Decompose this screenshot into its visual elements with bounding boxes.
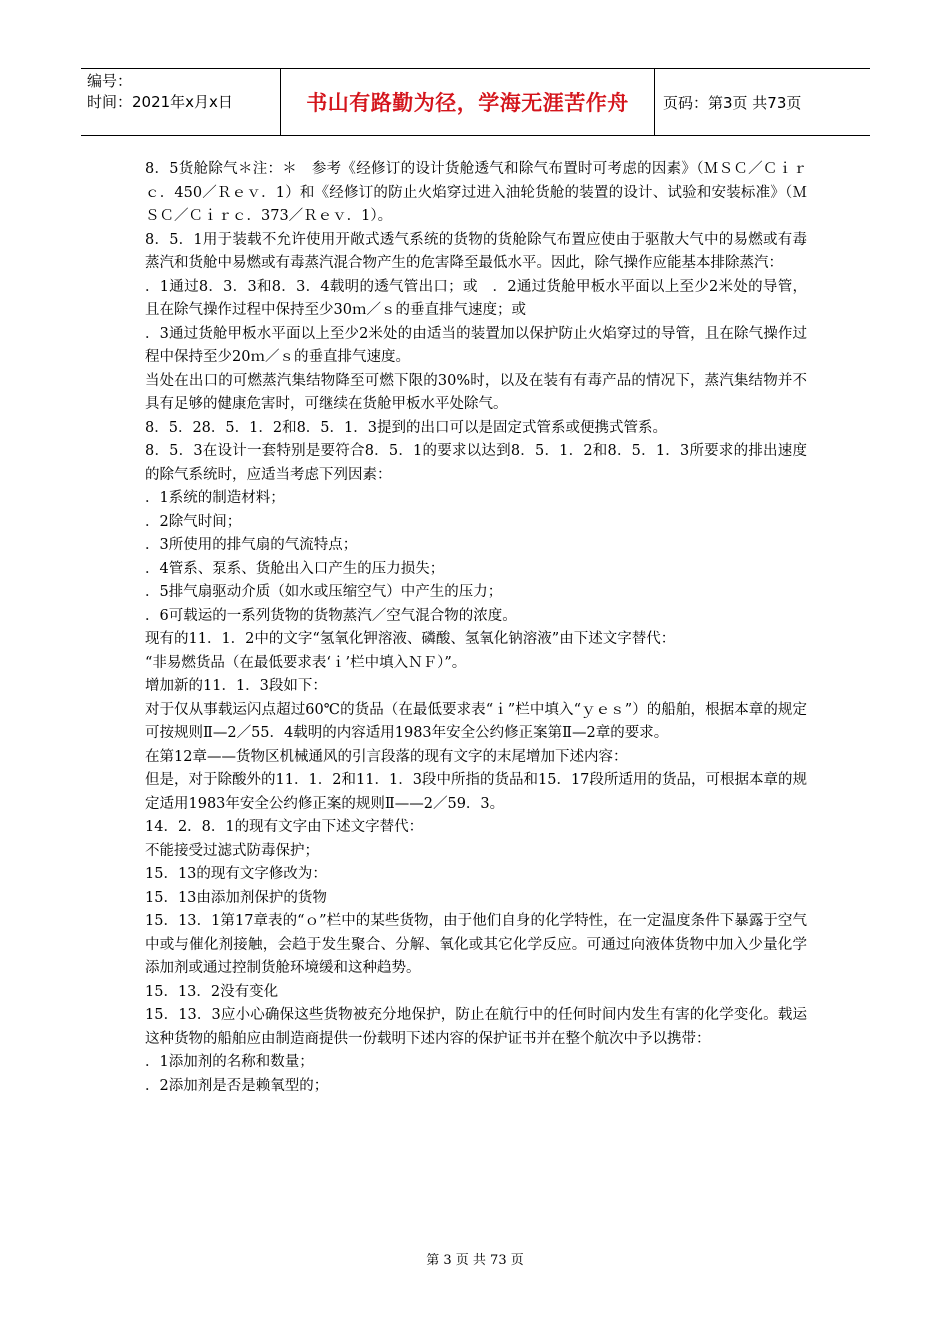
paragraph: 但是，对于除酸外的11．1．2和11．1．3段中所指的货品和15．17段所适用的货品，可根据本章的规定适用1983年安全公约修正案的规则Ⅱ——2／59．3。 [145, 772, 807, 812]
header-page-info [655, 69, 870, 135]
header-motto-cell [281, 69, 655, 135]
page-info-text: 页码：第3页 共73页 [663, 93, 802, 112]
paragraph: 15．13的现有文字修改为： [145, 866, 327, 882]
paragraph: 15．13由添加剂保护的货物 [145, 889, 327, 906]
paragraph: 增加新的11．1．3段如下： [145, 678, 327, 694]
paragraph: 现有的11．1．2中的文字“氢氧化钾溶液、磷酸、氢氧化钠溶液”由下述文字替代： [145, 631, 676, 647]
page-footer [0, 1249, 950, 1268]
paragraph: ．1系统的制造材料； [145, 490, 285, 506]
paragraph: 8．5．3在设计一套特别是要符合8．5．1的要求以达到8．5．1．2和8．5．1．3所要求的排出速度的除气系统时，应适当考虑下列因素： [145, 443, 807, 483]
paragraph: ．6可载运的一系列货物的货物蒸汽／空气混合物的浓度。 [145, 607, 517, 624]
paragraph: 14．2．8．1的现有文字由下述文字替代： [145, 819, 424, 835]
paragraph: 不能接受过滤式防毒保护； [145, 842, 319, 859]
header-meta [81, 69, 281, 135]
header-motto: 书山有路勤为径，学海无涯苦作舟 [306, 91, 629, 115]
paragraph: 15．13．2没有变化 [145, 983, 279, 1000]
paragraph: ．2除气时间； [145, 513, 242, 530]
paragraph: ．1通过8．3．3和8．3．4载明的透气管出口；或 ．2通过货舱甲板水平面以上至少2米处的导管，且在除气操作过程中保持至少30ｍ／ｓ的垂直排气速度；或 [145, 278, 807, 318]
paragraph: 在第12章——货物区机械通风的引言段落的现有文字的末尾增加下述内容： [145, 748, 628, 765]
paragraph: 8．5货舱除气＊注：＊ 参考《经修订的设计货舱透气和除气布置时可考虑的因素》（ＭＳＣ／Ｃｉｒｃ．450／Ｒｅｖ．1）和《经修订的防止火焰穿过进入油轮货舱的装置的设计、试验和安装标准》（ＭＳＣ／Ｃｉｒｃ．373／Ｒｅｖ．1）。 [145, 161, 807, 224]
paragraph: 15．13．1第17章表的“ｏ”栏中的某些货物，由于他们自身的化学特性，在一定温度条件下暴露于空气中或与催化剂接触，会趋于发生聚合、分解、氧化或其它化学反应。可通过向液体货物中加入少量化学添加剂或通过控制货舱环境缓和这种趋势。 [145, 913, 807, 976]
paragraph: 8．5．1用于装载不允许使用开敞式透气系统的货物的货舱除气布置应使由于驱散大气中的易燃或有毒蒸汽和货舱中易燃或有毒蒸汽混合物产生的危害降至最低水平。因此，除气操作应能基本排除蒸汽： [145, 231, 807, 271]
paragraph: ．1添加剂的名称和数量； [145, 1054, 314, 1070]
paragraph: 当处在出口的可燃蒸汽集结物降至可燃下限的30%时，以及在装有有毒产品的情况下，蒸汽集结物并不具有足够的健康危害时，可继续在货舱甲板水平处除气。 [145, 372, 807, 412]
paragraph: ．2添加剂是否是赖氧型的； [145, 1077, 329, 1094]
paragraph: 15．13．3应小心确保这些货物被充分地保护，防止在航行中的任何时间内发生有害的化学变化。载运这种货物的船舶应由制造商提供一份载明下述内容的保护证书并在整个航次中予以携带： [145, 1007, 807, 1047]
paragraph: 对于仅从事载运闪点超过60℃的货品（在最低要求表“ｉ”栏中填入“ｙｅｓ”）的船舶，根据本章的规定可按规则Ⅱ—2／55．4载明的内容适用1983年安全公约修正案第Ⅱ—2章的要求。 [145, 701, 807, 741]
paragraph: ．3通过货舱甲板水平面以上至少2米处的由适当的装置加以保护防止火焰穿过的导管，且在除气操作过程中保持至少20ｍ／ｓ的垂直排气速度。 [145, 325, 807, 365]
paragraph: ．4管系、泵系、货舱出入口产生的压力损失； [145, 560, 445, 577]
document-number-label: 编号： [87, 72, 133, 90]
footer-page-number: 第 3 页 共 73 页 [426, 1253, 524, 1268]
paragraph: 8．5．28．5．1．2和8．5．1．3提到的出口可以是固定式管系或便携式管系。 [145, 419, 667, 436]
document-body [145, 158, 807, 1098]
paragraph: ．3所使用的排气扇的气流特点； [145, 537, 358, 553]
document-header [81, 68, 870, 136]
paragraph: ．5排气扇驱动介质（如水或压缩空气）中产生的压力； [145, 584, 503, 600]
paragraph: “非易燃货品（在最低要求表‘ｉ’栏中填入ＮＦ）”。 [145, 654, 467, 671]
document-date: 时间：2021年x月x日 [87, 93, 233, 111]
